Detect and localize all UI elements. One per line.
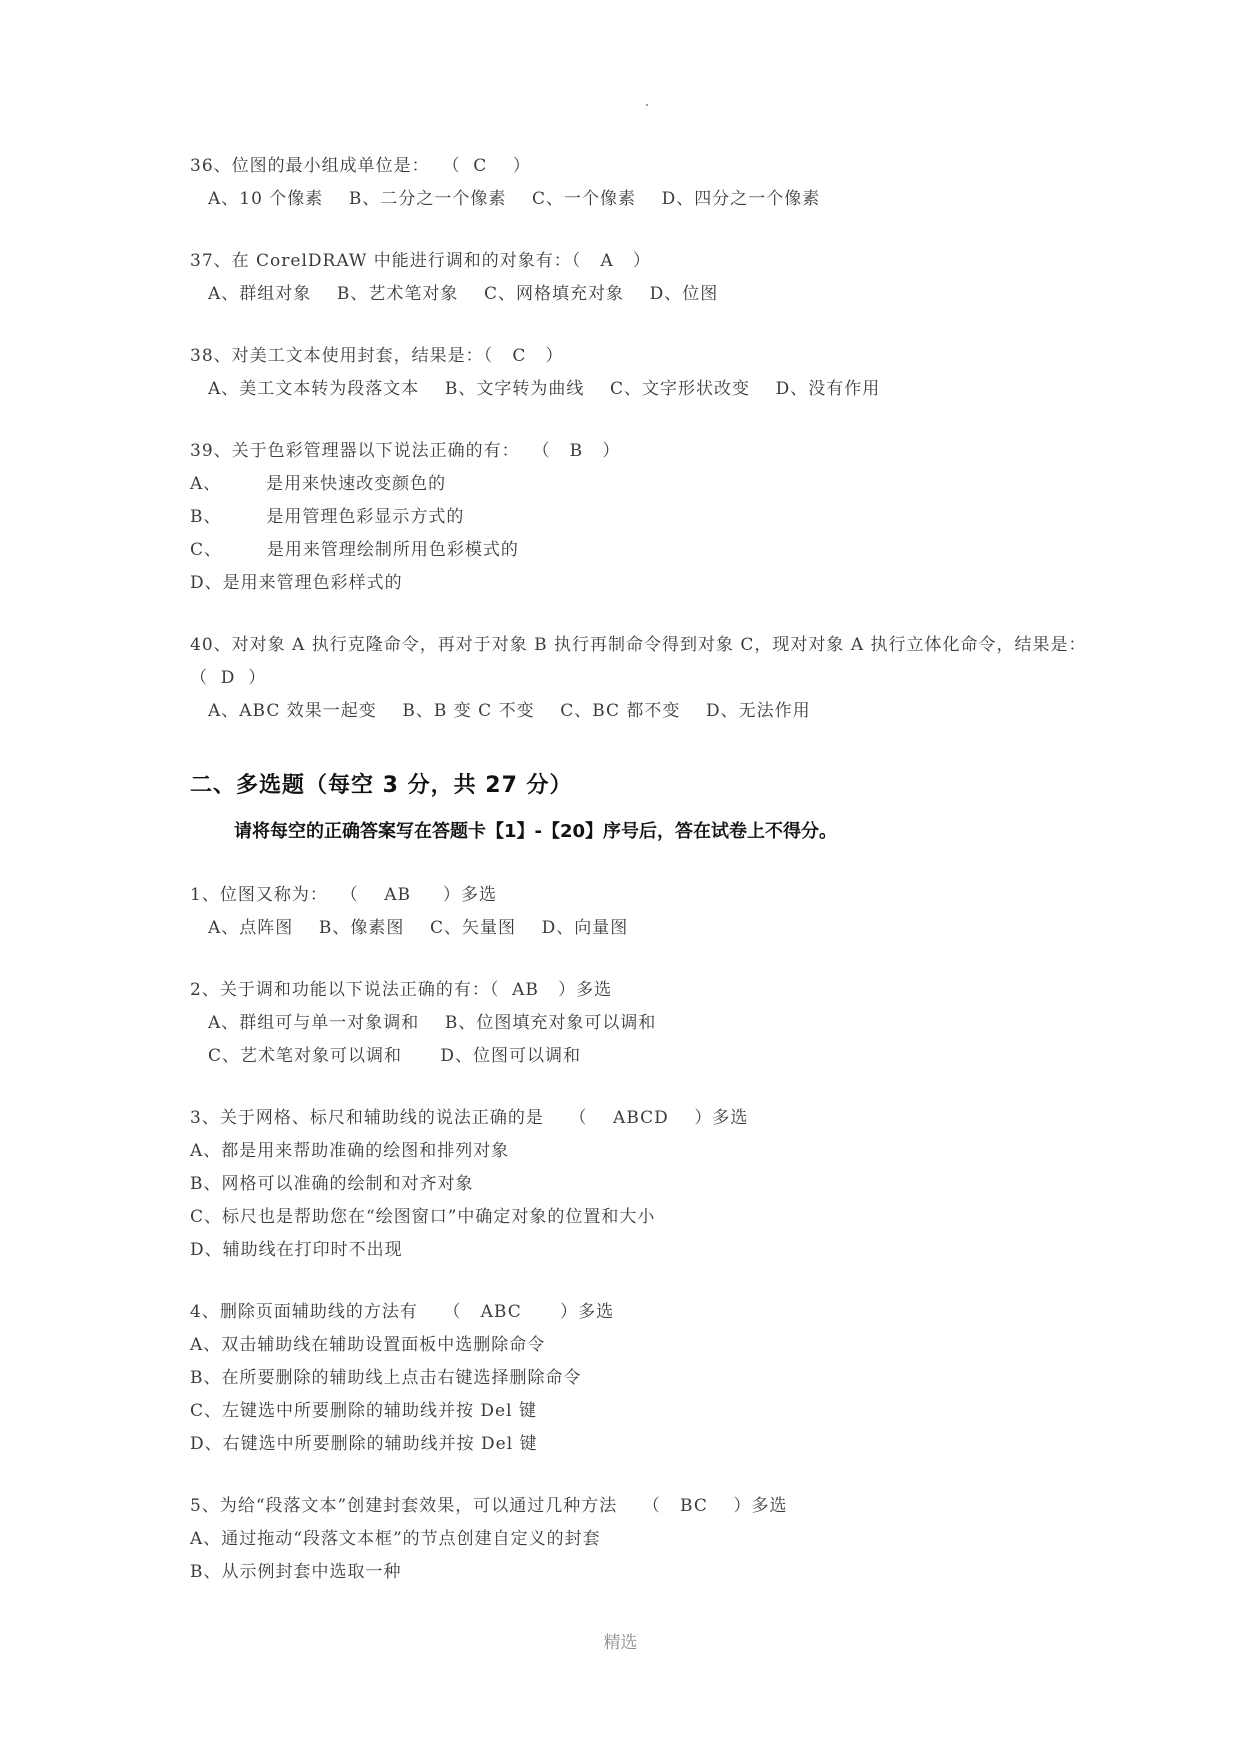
question-options: A、ABC 效果一起变 B、B 变 C 不变 C、BC 都不变 D、无法作用	[208, 701, 811, 721]
option-c: C、 是用来管理绘制所用色彩模式的	[190, 540, 519, 560]
question-stem: 39、关于色彩管理器以下说法正确的有： （ B ）	[190, 441, 621, 461]
question-stem: 2、关于调和功能以下说法正确的有：（ AB ）多选	[190, 980, 613, 1000]
option-a: A、都是用来帮助准确的绘图和排列对象	[190, 1141, 510, 1161]
section-instruction: 请将每空的正确答案写在答题卡【1】-【20】序号后，答在试卷上不得分。	[234, 821, 838, 842]
question-options: A、美工文本转为段落文本 B、文字转为曲线 C、文字形状改变 D、没有作用	[208, 379, 881, 399]
option-d: D、辅助线在打印时不出现	[190, 1240, 403, 1260]
question-stem: 37、在 CorelDRAW 中能进行调和的对象有：（ A ）	[190, 251, 651, 271]
question-stem: 1、位图又称为： （ AB ）多选	[190, 885, 498, 905]
question-multi-4	[190, 1296, 1090, 1461]
question-stem: 38、对美工文本使用封套，结果是：（ C ）	[190, 346, 564, 366]
question-stem: 40、对对象 A 执行克隆命令，再对于对象 B 执行再制命令得到对象 C，现对对象 A 执行立体化命令，结果是：	[190, 635, 1087, 655]
option-d: D、右键选中所要删除的辅助线并按 Del 键	[190, 1434, 538, 1454]
question-multi-1	[190, 879, 1090, 945]
option-b: B、在所要删除的辅助线上点击右键选择删除命令	[190, 1368, 582, 1388]
option-row: C、艺术笔对象可以调和 D、位图可以调和	[208, 1046, 582, 1066]
question-39	[190, 435, 1090, 600]
option-c: C、左键选中所要删除的辅助线并按 Del 键	[190, 1401, 537, 1421]
question-options: A、10 个像素 B、二分之一个像素 C、一个像素 D、四分之一个像素	[208, 189, 821, 209]
option-a: A、双击辅助线在辅助设置面板中选删除命令	[190, 1335, 546, 1355]
option-a: A、通过拖动“段落文本框”的节点创建自定义的封套	[190, 1529, 601, 1549]
question-36	[190, 150, 1090, 216]
header-dot	[646, 104, 648, 106]
question-stem: 4、删除页面辅助线的方法有 （ ABC ）多选	[190, 1302, 615, 1322]
question-multi-2	[190, 974, 1090, 1073]
option-b: B、网格可以准确的绘制和对齐对象	[190, 1174, 474, 1194]
option-c: C、标尺也是帮助您在“绘图窗口”中确定对象的位置和大小	[190, 1207, 656, 1227]
question-38	[190, 340, 1090, 406]
question-multi-3	[190, 1102, 1090, 1267]
question-40	[190, 629, 1090, 728]
question-37	[190, 245, 1090, 311]
option-d: D、是用来管理色彩样式的	[190, 573, 403, 593]
option-b: B、从示例封套中选取一种	[190, 1562, 402, 1582]
question-stem: 3、关于网格、标尺和辅助线的说法正确的是 （ ABCD ）多选	[190, 1108, 749, 1128]
question-answer: （ D ）	[190, 668, 267, 688]
footer-label: 精选	[603, 1633, 638, 1653]
question-stem: 36、位图的最小组成单位是： （ C ）	[190, 156, 531, 176]
option-a: A、 是用来快速改变颜色的	[190, 474, 447, 494]
exam-page-content	[190, 150, 1090, 1589]
option-row: A、群组可与单一对象调和 B、位图填充对象可以调和	[208, 1013, 657, 1033]
question-options: A、点阵图 B、像素图 C、矢量图 D、向量图	[208, 918, 629, 938]
section-title: 二、多选题（每空 3 分，共 27 分）	[190, 773, 573, 798]
question-multi-5	[190, 1490, 1090, 1589]
question-stem: 5、为给“段落文本”创建封套效果，可以通过几种方法 （ BC ）多选	[190, 1496, 788, 1516]
question-options: A、群组对象 B、艺术笔对象 C、网格填充对象 D、位图	[208, 284, 719, 304]
option-b: B、 是用管理色彩显示方式的	[190, 507, 465, 527]
